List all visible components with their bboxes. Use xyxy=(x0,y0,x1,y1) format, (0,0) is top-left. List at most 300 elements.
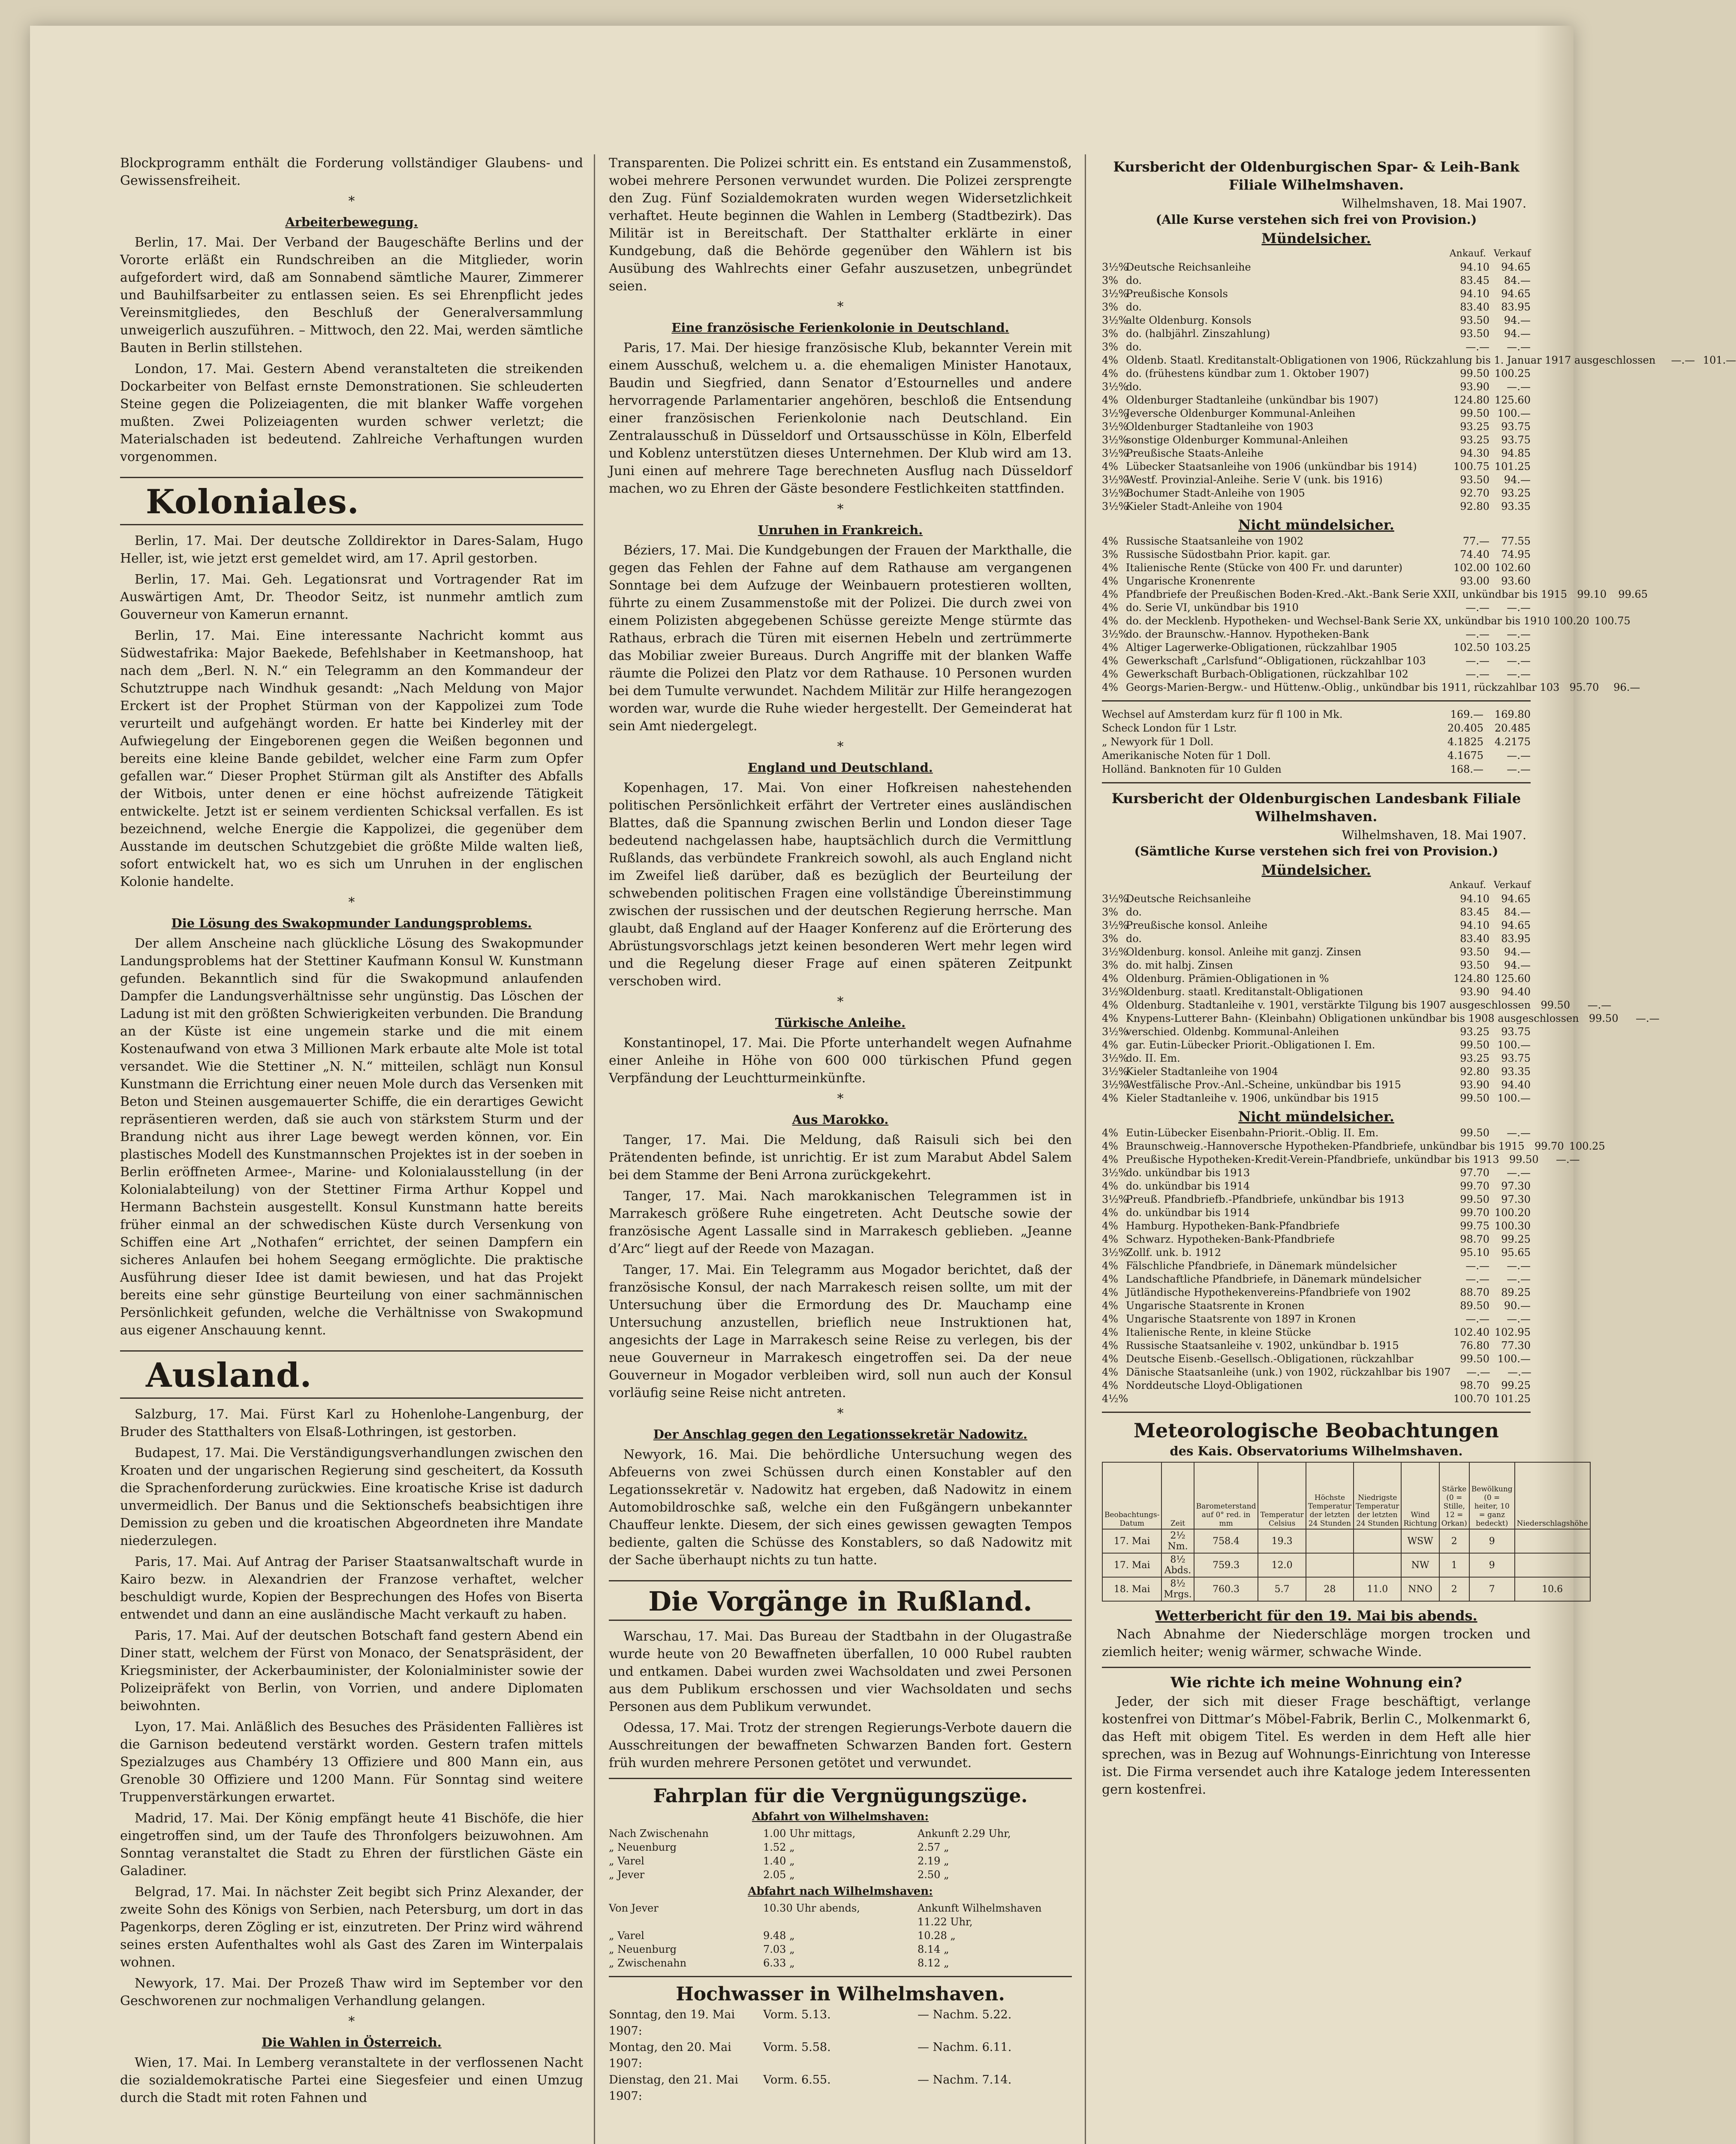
kurs-verkauf: 100.75 xyxy=(1594,615,1631,627)
kurs-coupon: 4% xyxy=(1102,1273,1119,1285)
met-cell xyxy=(1515,1529,1590,1553)
met-header: Barometerstand auf 0° red. in mm xyxy=(1194,1462,1258,1529)
kurs-coupon: 4% xyxy=(1102,535,1119,547)
fahrplan-row xyxy=(609,1901,1072,1929)
kurs-name: Eutin-Lübecker Eisenbahn-Priorit.-Oblig. II. Em. xyxy=(1126,1127,1379,1139)
kurs-row xyxy=(1102,367,1531,380)
page-edge-shadow xyxy=(1535,26,1574,2144)
met-cell: 28 xyxy=(1306,1577,1354,1601)
kurs-coupon: 3½% xyxy=(1102,407,1128,419)
kurs-row xyxy=(1102,972,1531,985)
kurs-ankauf: 97.70 xyxy=(1460,1167,1489,1179)
kurs-row xyxy=(1102,1233,1531,1246)
met-header: Temperatur Celsius xyxy=(1258,1462,1306,1529)
kurs-coupon: 4% xyxy=(1102,1326,1119,1338)
kurs-coupon: 4% xyxy=(1102,1366,1119,1378)
kursbericht-subheading: Mündelsicher. xyxy=(1261,230,1371,247)
kurs-coupon: 3½% xyxy=(1102,1247,1128,1259)
kurs-verkauf: 94.— xyxy=(1504,328,1531,340)
kurs-row xyxy=(1102,1012,1660,1025)
kurs-row xyxy=(1102,628,1531,641)
kurs-coupon: 4% xyxy=(1102,1313,1119,1325)
kurs-ankauf: 93.90 xyxy=(1460,1079,1489,1091)
kurs-coupon: 4% xyxy=(1102,1233,1119,1245)
kurs-verkauf: 101.25 xyxy=(1495,1393,1531,1405)
kurs-name: Kieler Stadtanleihe v. 1906, unkündbar bis 1915 xyxy=(1126,1092,1379,1104)
kurs-row xyxy=(1102,1313,1531,1326)
kurs-row xyxy=(1102,500,1531,513)
kurs-verkauf: 100.20 xyxy=(1495,1207,1531,1219)
fahrplan-row-cell: Ankunft 2.29 Uhr, xyxy=(918,1828,1011,1840)
met-cell: NW xyxy=(1401,1553,1439,1577)
kurs-row xyxy=(1102,985,1531,999)
kurs-verkauf: 101.25 xyxy=(1495,461,1531,473)
kurs-header-verkauf: Verkauf xyxy=(1493,880,1531,891)
met-header: Niederschlagshöhe xyxy=(1515,1462,1590,1529)
met-cell xyxy=(1306,1553,1354,1577)
kurs-row xyxy=(1102,287,1531,301)
kurs-verkauf: —.— xyxy=(1507,655,1531,667)
kurs-ankauf: —.— xyxy=(1465,341,1489,353)
kurs-verkauf: 83.95 xyxy=(1501,301,1531,313)
section-heading-unruhen: Unruhen in Frankreich. xyxy=(758,523,923,537)
kurs-verkauf: 93.60 xyxy=(1501,575,1531,587)
kurs-ankauf: 98.70 xyxy=(1460,1233,1489,1245)
kurs-coupon: 3½% xyxy=(1102,1193,1128,1205)
fx-value: —.— xyxy=(1507,750,1531,762)
met-cell: 8½ Mrgs. xyxy=(1161,1577,1194,1601)
hochwasser-row-cell: Sonntag, den 19. Mai 1907: xyxy=(609,2008,735,2038)
hochwasser-row xyxy=(609,2039,1072,2072)
kurs-coupon: 4% xyxy=(1102,1300,1119,1312)
kurs-name: Landschaftliche Pfandbriefe, in Dänemark mündelsicher xyxy=(1126,1273,1421,1285)
kurs-name: Jütländische Hypothekenvereins-Pfandbriefe von 1902 xyxy=(1126,1286,1411,1298)
fahrplan-row xyxy=(609,1854,1072,1868)
kurs-coupon: 4% xyxy=(1102,562,1119,574)
kurs-coupon: 4% xyxy=(1102,1286,1119,1298)
kurs-verkauf: 125.60 xyxy=(1495,973,1531,985)
kurs-verkauf: 94.65 xyxy=(1501,919,1531,931)
kurs-ankauf: 92.70 xyxy=(1460,487,1489,499)
kurs-verkauf: 94.40 xyxy=(1501,1079,1531,1091)
separator-star: * xyxy=(837,994,844,1009)
kurs-name: do. II. Em. xyxy=(1126,1052,1180,1064)
kurs-verkauf: 125.60 xyxy=(1495,394,1531,406)
kurs-name: Preußische Konsols xyxy=(1126,288,1228,300)
article-paragraph: Belgrad, 17. Mai. In nächster Zeit begibt sich Prinz Alexander, der zweite Sohn des Königs von Serbien, nach Petersburg, um dort in das Pagenkorps, deren Zögling er ist, einzutreten. Der Prinz wird während seines ersten Aufenthaltes wohl als Gast des Zaren im Winterpalais wohnen. xyxy=(120,1885,583,1970)
fx-row xyxy=(1102,721,1531,735)
kurs-ankauf: 94.10 xyxy=(1460,261,1489,273)
kurs-row xyxy=(1102,1092,1531,1105)
kurs-name: do. unkündbar bis 1913 xyxy=(1126,1167,1250,1179)
kurs-row xyxy=(1102,407,1531,420)
section-heading-swakop: Die Lösung des Swakopmunder Landungsproblems. xyxy=(171,916,532,930)
kurs-ankauf: 124.80 xyxy=(1453,394,1489,406)
kurs-row xyxy=(1102,1379,1531,1392)
kurs-row xyxy=(1102,1366,1531,1379)
kurs-ankauf: 93.50 xyxy=(1460,959,1489,971)
kurs-coupon: 3½% xyxy=(1102,261,1128,273)
kurs-table-1b xyxy=(1102,535,1648,694)
kurs-name: Oldenb. Staatl. Kreditanstalt-Obligationen von 1906, Rückzahlung bis 1. Januar 1917 ausgeschlossen xyxy=(1126,354,1656,366)
fahrplan-row-cell: 2.05 „ xyxy=(763,1869,795,1881)
kurs-coupon: 3½% xyxy=(1102,919,1128,931)
fx-value: 4.1675 xyxy=(1447,750,1483,762)
kurs-ankauf: 93.25 xyxy=(1460,421,1489,433)
met-cell: 2½ Nm. xyxy=(1161,1529,1194,1553)
article-paragraph: Madrid, 17. Mai. Der König empfängt heute 41 Bischöfe, die hier eingetroffen sind, um der Taufe des Thronfolgers beizuwohnen. Am Sonntag veranstaltet die Stadt zu Ehren der fürstlichen Gäste ein Galadiner. xyxy=(120,1811,583,1879)
kurs-row xyxy=(1102,999,1612,1012)
kurs-coupon: 3% xyxy=(1102,341,1119,353)
kurs-coupon: 3% xyxy=(1102,933,1119,945)
section-heading-koloniales: Koloniales. xyxy=(120,477,583,525)
kurs-verkauf: 77.30 xyxy=(1501,1340,1531,1352)
kurs-ankauf: 83.40 xyxy=(1460,301,1489,313)
met-cell: 2 xyxy=(1439,1577,1469,1601)
kurs-coupon: 4% xyxy=(1102,973,1119,985)
article-paragraph: Warschau, 17. Mai. Das Bureau der Stadtbahn in der Olugastraße wurde heute von 20 Bewaffneten überfallen, 10 000 Rubel raubten und entkamen. Dabei wurden zwei Wachsoldaten und zwei Personen aus dem Publikum erschossen und vier Wachsoldaten und sechs Personen aus dem Publikum verwundet. xyxy=(609,1629,1072,1714)
kurs-row xyxy=(1102,1052,1531,1065)
kurs-verkauf: 102.95 xyxy=(1495,1326,1531,1338)
kurs-row xyxy=(1102,588,1648,601)
article-paragraph: Der allem Anscheine nach glückliche Lösung des Swakopmunder Landungsproblems hat der Stettiner Kaufmann Konsul W. Kunstmann gefunden. Bekanntlich sind für die Swakopmund anlaufenden Dampfer die Landungsverhältnisse sehr ungünstig. Das Löschen der Ladung ist mit den größten Schwierigkeiten verbunden. Die Brandung an der Küste ist eine ungemein starke und die mit einem Kostenaufwand von etwa 3 Millionen Mark erbaute alte Mole ist total versandet. Wie die Stettiner „N. N.“ mitteilen, schlägt nun Konsul Kunstmann die Errichtung einer neuen Mole durch das Versenken mit Beton und Steinen ausgemauerter Schiffe, die ein derartiges Gewicht repräsentieren werden, daß sie auch von stärkstem Sturm und der Brandung nicht aus ihrer Lage bewegt werden können, vor. Ein plastisches Modell des Kunstmannschen Projektes ist in der soeben in Berlin eröffneten Armee-, Marine- und Kolonialausstellung (in der Kolonialabteilung) von der Stettiner Firma Arthur Koppel und Hermann Bachstein ausgestellt. Konsul Kunstmann hatte bereits früher einmal an der schwedischen Küste durch Versenkung von Schiffen eine Art „Nothafen“ errichtet, der seinen Dampfern ein sicheres Anlaufen bei hohem Seegang ermöglichte. Die praktische Ausführung dieser Idee ist damit bewiesen, und hat das Projekt bereits eine sehr günstige Beurteilung von einer sachmännischen Persönlichkeit gefunden, welche die Verhältnisse von Swakopmund aus eigener Anschauung kennt. xyxy=(120,936,583,1338)
column-rule-1 xyxy=(594,154,595,2144)
divider xyxy=(609,1976,1072,1977)
kurs-verkauf: —.— xyxy=(1635,1012,1660,1024)
hochwasser-row-cell: — Nachm. 5.22. xyxy=(918,2008,1012,2021)
meteorologie-table xyxy=(1102,1462,1591,1602)
kurs-coupon: 4% xyxy=(1102,461,1119,473)
kurs-name: do. mit halbj. Zinsen xyxy=(1126,959,1233,971)
fahrplan-row-cell: 7.03 „ xyxy=(763,1943,795,1955)
met-row xyxy=(1102,1577,1590,1601)
kurs-name: do. xyxy=(1126,933,1142,945)
kurs-verkauf: 101.— xyxy=(1703,354,1736,366)
fahrplan-row-cell: 9.48 „ xyxy=(763,1930,795,1942)
kurs-name: Kieler Stadtanleihe von 1904 xyxy=(1126,1066,1278,1078)
kurs-verkauf: 99.25 xyxy=(1501,1379,1531,1391)
kurs-coupon: 3½% xyxy=(1102,1079,1128,1091)
kurs-ankauf: 99.10 xyxy=(1577,588,1607,600)
kurs-name: Schwarz. Hypotheken-Bank-Pfandbriefe xyxy=(1126,1233,1335,1245)
kurs-row xyxy=(1102,1339,1531,1352)
kurs-row xyxy=(1102,1140,1605,1153)
kurs-name: Gewerkschaft „Carlsfund“-Obligationen, rückzahlbar 103 xyxy=(1126,655,1426,667)
section-heading-ausland: Ausland. xyxy=(120,1350,583,1399)
kurs-name: Knypens-Lutterer Bahn- (Kleinbahn) Obligationen unkündbar bis 1908 ausgeschlossen xyxy=(1126,1012,1579,1024)
kurs-name: Altiger Lagerwerke-Obligationen, rückzahlbar 1905 xyxy=(1126,641,1397,653)
kurs-coupon: 4% xyxy=(1102,1260,1119,1272)
divider xyxy=(1102,1667,1531,1668)
article-paragraph: Lyon, 17. Mai. Anläßlich des Besuches des Präsidenten Fallières ist die Garnison bedeutend verstärkt worden. Gestern trafen mittels Spezialzuges aus Chambéry 13 Offiziere und 800 Mann ein, aus Grenoble 30 Offiziere und 1200 Mann. Für Sonntag sind weitere Truppenverstärkungen erwartet. xyxy=(120,1719,583,1805)
article-paragraph: Kopenhagen, 17. Mai. Von einer Hofkreisen nahestehenden politischen Persönlichkeit erfährt der Vertreter eines ausländischen Blattes, daß die Spannung zwischen Berlin und London dieser Tage bedeutend nachgelassen habe, hauptsächlich durch die Vermittlung Rußlands, das verbündete Frankreich sowohl, als auch England nicht im Zweifel ließ darüber, daß es bezüglich der Beurteilung der schwebenden politischen Fragen eine vollständige Übereinstimmung zwischen der russischen und der deutschen Regierung herrsche. Man glaubt, daß England auf der Haager Konferenz auf die Erörterung des Abrüstungsvorschlags jetzt keinen besonderen Wert mehr legen wird und die Regelung dieser Frage auf einen späteren Zeitpunkt verschoben wird. xyxy=(609,780,1072,989)
kurs-verkauf: 84.— xyxy=(1504,906,1531,918)
kurs-name: Oldenburger Stadtanleihe (unkündbar bis 1907) xyxy=(1126,394,1378,406)
section-heading-marokko: Aus Marokko. xyxy=(792,1112,889,1127)
fahrplan-row-cell: 2.19 „ xyxy=(918,1855,949,1867)
kurs-ankauf: 99.75 xyxy=(1460,1220,1489,1232)
separator-star: * xyxy=(837,502,844,517)
kurs-coupon: 4% xyxy=(1102,367,1119,379)
kurs-name: Ungarische Kronenrente xyxy=(1126,575,1255,587)
kurs-name: Georgs-Marien-Bergw.- und Hüttenw.-Oblig., unkündbar bis 1911, rückzahlbar 103 xyxy=(1126,681,1560,693)
kurs-ankauf: 83.45 xyxy=(1460,906,1489,918)
kurs-coupon: 3½% xyxy=(1102,628,1128,640)
fahrplan-table-returns xyxy=(609,1901,1072,1970)
kurs-row xyxy=(1102,654,1531,668)
kurs-name: Lübecker Staatsanleihe von 1906 (unkündbar bis 1914) xyxy=(1126,461,1417,473)
kurs-verkauf: 100.— xyxy=(1497,1092,1531,1104)
kurs-coupon: 3½% xyxy=(1102,314,1128,326)
kurs-ankauf: 94.30 xyxy=(1460,447,1489,459)
kurs-coupon: 4% xyxy=(1102,1140,1119,1152)
section-heading-russland: Die Vorgänge in Rußland. xyxy=(609,1580,1072,1621)
met-cell xyxy=(1515,1553,1590,1577)
kurs-verkauf: 97.30 xyxy=(1501,1193,1531,1205)
divider xyxy=(1102,1412,1531,1413)
kurs-row xyxy=(1102,614,1631,628)
kurs-verkauf: —.— xyxy=(1507,668,1531,680)
kurs-coupon: 3% xyxy=(1102,301,1119,313)
kurs-name: Oldenburger Stadtanleihe von 1903 xyxy=(1126,421,1314,433)
met-cell: 8½ Abds. xyxy=(1161,1553,1194,1577)
kurs-verkauf: 100.30 xyxy=(1495,1220,1531,1232)
kurs-row xyxy=(1102,314,1531,327)
meteorologie-title: Meteorologische Beobachtungen xyxy=(1134,1419,1499,1442)
hochwasser-row-cell: — Nachm. 7.14. xyxy=(918,2073,1012,2087)
kurs-row xyxy=(1102,906,1531,919)
kurs-ankauf: 95.10 xyxy=(1460,1247,1489,1259)
kurs-coupon: 3½% xyxy=(1102,474,1128,486)
kursbericht-note: (Alle Kurse verstehen sich frei von Provision.) xyxy=(1155,212,1477,227)
kurs-column-headers xyxy=(1102,248,1531,259)
fahrplan-row-cell: 8.14 „ xyxy=(918,1943,949,1955)
kurs-verkauf: —.— xyxy=(1587,999,1612,1011)
met-header: Bewölkung (0 = heiter, 10 = ganz bedeckt) xyxy=(1469,1462,1515,1529)
article-paragraph: Transparenten. Die Polizei schritt ein. Es entstand ein Zusammenstoß, wobei mehrere Personen verwundet wurden. Die Polizei zersprengte den Zug. Fünf Sozialdemokraten wurden wegen Widersetzlichkeit verhaftet. Heute beginnen die Wahlen in Lemberg (Stadtbezirk). Das Militär ist in Bereitschaft. Der Statthalter erklärte in einer Kundgebung, daß die Behörde gegenüber den Wählern ist bis Ausübung des Wahlrechts einer Gefahr auszusetzen, unbegründet seien. xyxy=(609,156,1072,294)
met-header: Beobachtungs-Datum xyxy=(1102,1462,1161,1529)
kurs-name: do. xyxy=(1126,341,1142,353)
kurs-coupon: 4% xyxy=(1102,641,1119,653)
kurs-row xyxy=(1102,327,1531,340)
kurs-coupon: 4% xyxy=(1102,354,1119,366)
kurs-name: Norddeutsche Lloyd-Obligationen xyxy=(1126,1379,1303,1391)
fahrplan-row xyxy=(609,1956,1072,1970)
fx-value: 169.— xyxy=(1450,708,1483,720)
article-paragraph: Salzburg, 17. Mai. Fürst Karl zu Hohenlohe-Langenburg, der Bruder des Statthalters von Elsaß-Lothringen, ist gestorben. xyxy=(120,1407,583,1439)
hochwasser-row-cell: — Nachm. 6.11. xyxy=(918,2041,1012,2054)
section-heading-tuerkisch: Türkische Anleihe. xyxy=(775,1015,906,1030)
kurs-row xyxy=(1102,1126,1531,1140)
kursbericht-subheading: Nicht mündelsicher. xyxy=(1238,517,1394,533)
kurs-row xyxy=(1102,1259,1531,1273)
kurs-ankauf: —.— xyxy=(1465,628,1489,640)
kurs-coupon: 4% xyxy=(1102,1127,1119,1139)
kurs-ankauf: 93.90 xyxy=(1460,381,1489,393)
kurs-row xyxy=(1102,601,1531,614)
kurs-verkauf: 94.— xyxy=(1504,946,1531,958)
kurs-coupon: 4% xyxy=(1102,1379,1119,1391)
met-cell: 758.4 xyxy=(1194,1529,1258,1553)
kurs-ankauf: 102.00 xyxy=(1453,562,1489,574)
met-cell: 10.6 xyxy=(1515,1577,1590,1601)
kurs-row xyxy=(1102,575,1531,588)
kurs-coupon: 4% xyxy=(1102,1012,1119,1024)
kurs-verkauf: —.— xyxy=(1507,1273,1531,1285)
fahrplan-row-cell: „ Varel xyxy=(609,1930,644,1942)
kurs-name: do. (frühestens kündbar zum 1. Oktober 1907) xyxy=(1126,367,1369,379)
kurs-coupon: 3½% xyxy=(1102,421,1128,433)
kurs-name: Hamburg. Hypotheken-Bank-Pfandbriefe xyxy=(1126,1220,1340,1232)
kurs-ankauf: —.— xyxy=(1671,354,1695,366)
kurs-verkauf: —.— xyxy=(1507,1313,1531,1325)
kurs-row xyxy=(1102,1025,1531,1039)
fahrplan-row xyxy=(609,1929,1072,1942)
kurs-coupon: 3½% xyxy=(1102,1052,1128,1064)
kurs-verkauf: 90.— xyxy=(1504,1300,1531,1312)
kurs-ankauf: 99.50 xyxy=(1509,1153,1539,1165)
kurs-row xyxy=(1102,561,1531,575)
met-cell: 5.7 xyxy=(1258,1577,1306,1601)
kurs-coupon: 3½% xyxy=(1102,381,1128,393)
kurs-row xyxy=(1102,1153,1580,1166)
hochwasser-row-cell: Vorm. 6.55. xyxy=(763,2073,831,2087)
newspaper-page xyxy=(30,26,1736,2144)
fahrplan-row-cell: 2.57 „ xyxy=(918,1841,949,1853)
kursbericht-subheading: Mündelsicher. xyxy=(1261,862,1371,878)
kurs-table-2b xyxy=(1102,1126,1605,1406)
kurs-ankauf: 83.40 xyxy=(1460,933,1489,945)
kurs-coupon: 3½% xyxy=(1102,1026,1128,1038)
article-paragraph: Paris, 17. Mai. Der hiesige französische Klub, bekannter Verein mit einem Ausschuß, welchem u. a. die ehemaligen Minister Hanotaux, Baudin und Siegfried, dann Senator d’Estournelles und andere hervorragende Parlamentarier angehören, beschloß die Entsendung einer französischen Ferienkolonie nach Deutschland. Ein Zentralausschuß in Düsseldorf und Ortsausschüsse in Köln, Elberfeld und Koblenz unterstützen dieses Unternehmen. Der Klub wird am 13. Juni einen auf mehrere Tage berechneten Ausflug nach Düsseldorf machen, wo zu Ehren der Gäste besondere Festlichkeiten stattfinden. xyxy=(609,340,1072,496)
kurs-row xyxy=(1102,946,1531,959)
met-header: Höchste Temperatur der letzten 24 Stunden xyxy=(1306,1462,1354,1529)
kurs-name: Kieler Stadt-Anleihe von 1904 xyxy=(1126,500,1283,512)
kurs-coupon: 3½% xyxy=(1102,288,1128,300)
kurs-coupon: 4% xyxy=(1102,1353,1119,1365)
met-cell: 19.3 xyxy=(1258,1529,1306,1553)
kurs-name: Oldenburg. staatl. Kreditanstalt-Obligationen xyxy=(1126,986,1363,998)
kurs-verkauf: —.— xyxy=(1507,1167,1531,1179)
kurs-row xyxy=(1102,487,1531,500)
kurs-coupon: 3½% xyxy=(1102,447,1128,459)
fahrplan-row-cell: Nach Zwischenahn xyxy=(609,1828,709,1840)
kurs-verkauf: 93.35 xyxy=(1501,500,1531,512)
kurs-ankauf: 99.50 xyxy=(1460,1193,1489,1205)
article-paragraph: Berlin, 17. Mai. Eine interessante Nachricht kommt aus Südwestafrika: Major Baekede, Befehlshaber in Keetmanshoop, hat nach dem „Berl. N. N.“ ein Telegramm an den Kommandeur der Schutztruppe nach Windhuk gesandt: „Nach Meldung von Major Erckert ist der Prophet Stürman von der Kappolizei zum Tode verurteilt und aufgehängt worden. Er hatte bei Kinderley mit der Aufwiegelung der Eingeborenen gegen die Weißen begonnen und bereits eine kleine Bande gebildet, welcher eine Farm zum Opfer gefallen war.“ Dieser Prophet Stürman gilt als Anstifter des Abfalls der Witbois, unter denen er eine höchst aufreizende Tätigkeit entwickelte. Jetzt ist er seinem verdienten Schicksal verfallen. Es ist bezeichnend, welche Energie die Kappolizei, die gegenüber dem Ausstande im deutschen Schutzgebiet die größte Milde walten ließ, sofort entwickelt hat, wo es sich um Unruhen in der englischen Kolonie handelte. xyxy=(120,628,583,889)
article-paragraph: Budapest, 17. Mai. Die Verständigungsverhandlungen zwischen den Kroaten und der ungarischen Regierung sind gescheitert, da Kossuth die Sprachenforderung zurückwies. Eine kroatische Krise ist dadurch unvermeidlich. Der Banus und die Sektionschefs beabsichtigen ihre Demission zu geben und die kroatischen Abgeordneten ihre Mandate niederzulegen. xyxy=(120,1445,583,1548)
fahrplan-title: Fahrplan für die Vergnügungszüge. xyxy=(653,1785,1028,1807)
kurs-row xyxy=(1102,919,1531,932)
kurs-name: Italienische Rente, in kleine Stücke xyxy=(1126,1326,1311,1338)
met-cell: NNO xyxy=(1401,1577,1439,1601)
kurs-row xyxy=(1102,1180,1531,1193)
kurs-row xyxy=(1102,261,1531,274)
met-header: Niedrigste Temperatur der letzten 24 Stunden xyxy=(1354,1462,1401,1529)
kurs-name xyxy=(1126,1392,1450,1406)
kurs-ankauf: 100.75 xyxy=(1453,461,1489,473)
fahrplan-row-cell: 1.52 „ xyxy=(763,1841,795,1853)
kurs-row xyxy=(1102,548,1531,561)
kurs-coupon: 3% xyxy=(1102,274,1119,286)
kurs-verkauf: 100.25 xyxy=(1569,1140,1605,1152)
kurs-header-ankauf: Ankauf. xyxy=(1449,248,1486,259)
kurs-ankauf: 99.50 xyxy=(1540,999,1571,1011)
kurs-verkauf: 94.85 xyxy=(1501,447,1531,459)
kurs-coupon: 4% xyxy=(1102,1039,1119,1051)
kursbericht-note: (Sämtliche Kurse verstehen sich frei von Provision.) xyxy=(1134,844,1498,858)
kurs-name: Preuß. Pfandbriefb.-Pfandbriefe, unkündbar bis 1913 xyxy=(1126,1193,1405,1205)
fx-value: 169.80 xyxy=(1495,708,1531,720)
fx-value: —.— xyxy=(1507,763,1531,775)
separator-star: * xyxy=(837,1406,844,1421)
kurs-name: Russische Staatsanleihe von 1902 xyxy=(1126,535,1304,547)
kurs-verkauf: 96.— xyxy=(1613,681,1640,693)
kurs-ankauf: 88.70 xyxy=(1460,1286,1489,1298)
kurs-ankauf: —.— xyxy=(1465,1260,1489,1272)
met-cell xyxy=(1354,1529,1401,1553)
fx-name: Holländ. Banknoten für 10 Gulden xyxy=(1102,763,1282,775)
kurs-name: Jeversche Oldenburger Kommunal-Anleihen xyxy=(1126,407,1356,419)
kurs-name: do. (halbjährl. Zinszahlung) xyxy=(1126,328,1270,340)
article-paragraph: Newyork, 17. Mai. Der Prozeß Thaw wird im September vor den Geschworenen zur nochmaligen Verhandlung gelangen. xyxy=(120,1976,583,2008)
hochwasser-row-cell: Vorm. 5.58. xyxy=(763,2041,831,2054)
met-cell: 11.0 xyxy=(1354,1577,1401,1601)
kurs-name: do. xyxy=(1126,906,1142,918)
wetter-title: Wetterbericht für den 19. Mai bis abends. xyxy=(1155,1608,1477,1624)
kurs-ankauf: 93.50 xyxy=(1460,328,1489,340)
kurs-ankauf: 124.80 xyxy=(1453,973,1489,985)
met-header: Stärke (0 = Stille, 12 = Orkan) xyxy=(1439,1462,1469,1529)
kurs-verkauf: 94.— xyxy=(1504,474,1531,486)
kurs-name: Russische Staatsanleihe v. 1902, unkündbar b. 1915 xyxy=(1126,1340,1399,1352)
kurs-verkauf: 94.— xyxy=(1504,959,1531,971)
met-cell xyxy=(1306,1529,1354,1553)
kurs-name: Fälschliche Pfandbriefe, in Dänemark mündelsicher xyxy=(1126,1260,1397,1272)
article-paragraph: Odessa, 17. Mai. Trotz der strengen Regierungs-Verbote dauern die Ausschreitungen der bewaffneten Schwarzen Banden fort. Gestern früh wurden mehrere Personen getötet und verwundet. xyxy=(609,1720,1072,1771)
fahrplan-row-cell: 1.00 Uhr mittags, xyxy=(763,1828,856,1840)
kurs-ankauf: —.— xyxy=(1465,655,1489,667)
kurs-row xyxy=(1102,641,1531,654)
kurs-coupon: 3½% xyxy=(1102,893,1128,905)
met-row xyxy=(1102,1553,1590,1577)
fx-value: 20.485 xyxy=(1495,722,1531,734)
fahrplan-row xyxy=(609,1942,1072,1956)
kursbericht-date: Wilhelmshaven, 18. Mai 1907. xyxy=(1342,828,1526,842)
kurs-row xyxy=(1102,447,1531,460)
fahrplan-subheading: Abfahrt von Wilhelmshaven: xyxy=(752,1810,929,1823)
kurs-ankauf: 99.50 xyxy=(1460,1353,1489,1365)
kurs-table-1 xyxy=(1102,261,1736,513)
article-paragraph: Berlin, 17. Mai. Geh. Legationsrat und Vortragender Rat im Auswärtigen Amt, Dr. Theodor Seitz, ist nunmehr amtlich zum Gouverneur von Kamerun ernannt. xyxy=(120,572,583,622)
hochwasser-row xyxy=(609,2007,1072,2039)
hochwasser-table xyxy=(609,2007,1072,2105)
kurs-verkauf: 95.65 xyxy=(1501,1247,1531,1259)
kurs-name: Zollf. unk. b. 1912 xyxy=(1126,1247,1222,1259)
kurs-ankauf: 94.10 xyxy=(1460,893,1489,905)
fahrplan-row-cell: „ Zwischenahn xyxy=(609,1957,687,1969)
met-cell: 759.3 xyxy=(1194,1553,1258,1577)
kurs-coupon: 3½% xyxy=(1102,946,1128,958)
kurs-verkauf: 94.65 xyxy=(1501,261,1531,273)
kurs-name: sonstige Oldenburger Kommunal-Anleihen xyxy=(1126,434,1348,446)
kurs-ankauf: 92.80 xyxy=(1460,1066,1489,1078)
kurs-verkauf: 74.95 xyxy=(1501,548,1531,560)
kurs-row xyxy=(1102,1193,1531,1206)
fahrplan-row-cell: Ankunft Wilhelmshaven 11.22 Uhr, xyxy=(918,1902,1042,1928)
kurs-ankauf: 93.25 xyxy=(1460,1052,1489,1064)
kurs-name: do. unkündbar bis 1914 xyxy=(1126,1180,1250,1192)
